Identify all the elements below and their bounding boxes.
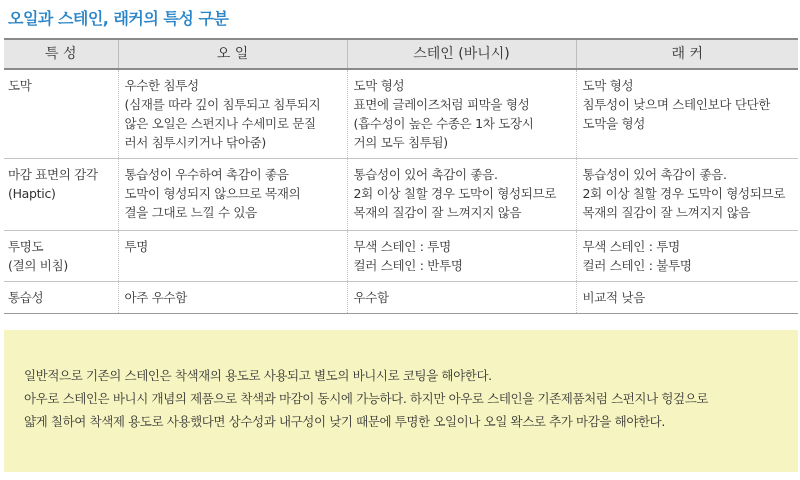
cell-text: 러서 침투시키거나 닦아줌) [124, 135, 266, 150]
cell-feature [4, 69, 118, 159]
cell-text: 목재의 질감이 잘 느껴지지 않음 [582, 205, 751, 220]
table-row [4, 69, 798, 159]
cell-text: 도막 형성 [353, 78, 405, 93]
cell-text: 투명 [124, 239, 149, 254]
cell-oil [118, 159, 347, 231]
cell-text: 도막이 형성되지 않으므로 목재의 [124, 186, 301, 201]
cell-text: (결의 비침) [8, 258, 68, 273]
cell-stain [347, 69, 576, 159]
cell-text: 마감 표면의 감각 [8, 167, 98, 182]
cell-text: 컬러 스테인 : 반투명 [353, 258, 463, 273]
table-row [4, 159, 798, 231]
note-line: 얇게 칠하여 착색제 용도로 사용했다면 상수성과 내구성이 낮기 때문에 투명한 오일이나 오일 왁스로 추가 마감을 해야한다. [24, 414, 665, 429]
note-box [4, 330, 798, 472]
cell-stain [347, 159, 576, 231]
cell-oil [118, 282, 347, 314]
cell-text: 도막을 형성 [582, 116, 646, 131]
cell-text: 도막 형성 [582, 78, 634, 93]
cell-oil [118, 69, 347, 159]
cell-lacquer [576, 282, 798, 314]
cell-text: 통습성이 우수하여 촉감이 좋음 [124, 167, 289, 182]
header-feature: 특 성 [4, 39, 118, 69]
cell-text: 아주 우수함 [124, 290, 188, 305]
cell-stain [347, 282, 576, 314]
cell-text: 무색 스테인 : 투명 [353, 239, 451, 254]
cell-text: (Haptic) [8, 186, 56, 201]
cell-text: 통습성이 있어 촉감이 좋음. [582, 167, 727, 182]
cell-text: 컬러 스테인 : 불투명 [582, 258, 692, 273]
cell-text: 통습성이 있어 촉감이 좋음. [353, 167, 498, 182]
cell-text: 2회 이상 칠할 경우 도막이 형성되므로 [582, 186, 786, 201]
header-lacquer: 래 커 [576, 39, 798, 69]
cell-text: 결을 그대로 느낄 수 있음 [124, 205, 257, 220]
cell-text: 비교적 낮음 [582, 290, 646, 305]
page-title: 오일과 스테인, 래커의 특성 구분 [8, 9, 229, 28]
cell-stain [347, 231, 576, 282]
cell-lacquer [576, 159, 798, 231]
table-row [4, 282, 798, 314]
cell-oil [118, 231, 347, 282]
cell-text: 도막 [8, 78, 32, 93]
cell-feature [4, 282, 118, 314]
header-stain: 스테인 (바니시) [347, 39, 576, 69]
note-line: 아우로 스테인은 바니시 개념의 제품으로 착색과 마감이 동시에 가능하다. 하지만 아우로 스테인을 기존제품처럼 스펀지나 헝겊으로 [24, 391, 709, 406]
table-row [4, 231, 798, 282]
cell-text: 2회 이상 칠할 경우 도막이 형성되므로 [353, 186, 557, 201]
table-header-row [4, 39, 798, 69]
cell-text: 침투성이 낮으며 스테인보다 단단한 [582, 97, 771, 112]
cell-feature [4, 159, 118, 231]
comparison-table [4, 38, 798, 314]
cell-text: 우수한 침투성 [124, 78, 199, 93]
header-oil: 오 일 [118, 39, 347, 69]
cell-text: 거의 모두 침투됨) [353, 135, 448, 150]
cell-text: (흡수성이 높은 수종은 1차 도장시 [353, 116, 534, 131]
cell-lacquer [576, 231, 798, 282]
cell-text: 목재의 질감이 잘 느껴지지 않음 [353, 205, 522, 220]
note-line: 일반적으로 기존의 스테인은 착색재의 용도로 사용되고 별도의 바니시로 코팅을 해야한다. [24, 368, 492, 383]
cell-lacquer [576, 69, 798, 159]
cell-text: 표면에 글레이즈처럼 피막을 형성 [353, 97, 530, 112]
cell-text: 투명도 [8, 239, 44, 254]
cell-text: 무색 스테인 : 투명 [582, 239, 680, 254]
cell-text: 통습성 [8, 290, 44, 305]
cell-text: (심재를 따라 깊이 침투되고 침투되지 [124, 97, 321, 112]
cell-feature [4, 231, 118, 282]
cell-text: 우수함 [353, 290, 389, 305]
cell-text: 않은 오일은 스펀지나 수세미로 문질 [124, 116, 316, 131]
